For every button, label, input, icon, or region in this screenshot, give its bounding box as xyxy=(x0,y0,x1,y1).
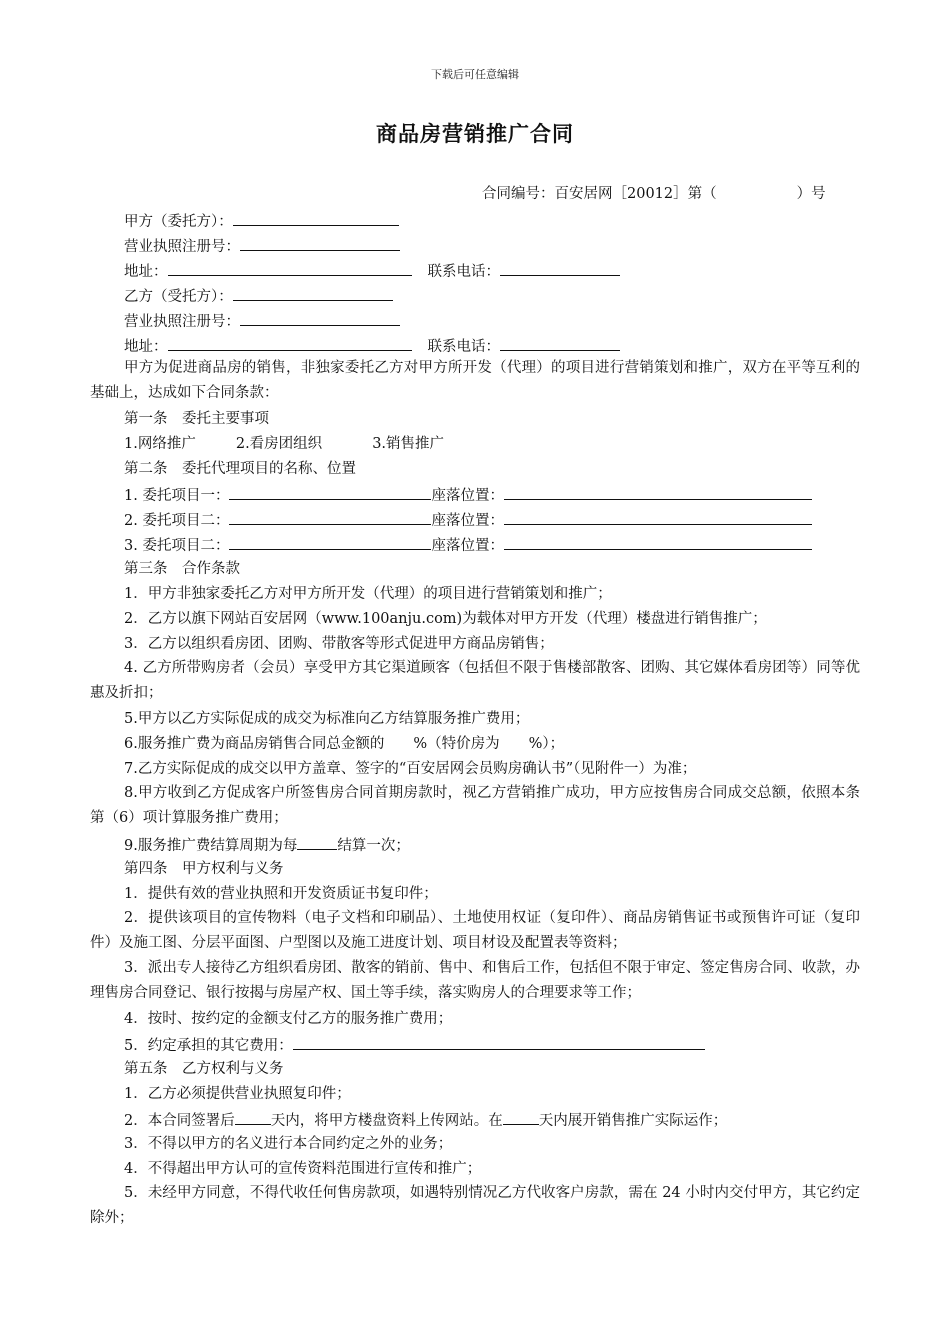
project-location-blank[interactable] xyxy=(504,484,812,500)
article3-clause-5: 5.甲方以乙方实际促成的成交为标准向乙方结算服务推广费用； xyxy=(124,711,530,727)
party-a-phone-blank[interactable] xyxy=(500,260,620,276)
project-location-blank[interactable] xyxy=(504,534,812,550)
document-title: 商品房营销推广合同 xyxy=(376,121,574,146)
party-a-blank[interactable] xyxy=(233,210,399,226)
article3-clause-4: 4. 乙方所带购房者（会员）享受甲方其它渠道顾客（包括但不限于售楼部散客、团购、其它媒体看房团等）同等优惠及折扣； xyxy=(90,660,860,701)
party-b-blank[interactable] xyxy=(233,285,393,301)
article3-heading: 第三条 合作条款 xyxy=(124,561,240,577)
clause2-text-a: 2．本合同签署后 xyxy=(124,1113,235,1129)
clause9-text-end: 结算一次； xyxy=(337,838,410,854)
project-row xyxy=(124,509,812,531)
article3-clause-9 xyxy=(124,834,410,856)
party-b-label: 乙方（受托方）： xyxy=(124,289,233,305)
project-name-blank[interactable] xyxy=(229,509,431,525)
contract-number-suffix: ）号 xyxy=(796,186,826,202)
party-b-license-row xyxy=(124,310,400,332)
article3-clause-3: 3．乙方以组织看房团、团购、带散客等形式促进甲方商品房销售； xyxy=(124,636,554,652)
party-b-license-label: 营业执照注册号： xyxy=(124,314,240,330)
article3-clause-8: 8.甲方收到乙方促成客户所签售房合同首期房款时，视乙方营销推广成功，甲方应按售房合同成交总额，依照本条第（6）项计算服务推广费用； xyxy=(90,785,860,826)
project-name-blank[interactable] xyxy=(229,484,431,500)
article5-clause-2 xyxy=(124,1109,727,1131)
article2-heading: 第二条 委托代理项目的名称、位置 xyxy=(124,461,356,477)
party-b-address-blank[interactable] xyxy=(168,335,412,351)
project-label: 3. 委托项目二： xyxy=(124,538,230,554)
article1-item-2: 2.看房团组织 xyxy=(235,436,323,452)
project-name-blank[interactable] xyxy=(229,534,431,550)
party-a-license-row xyxy=(124,235,400,257)
article5-clause-4: 4．不得超出甲方认可的宣传资料范围进行宣传和推广； xyxy=(124,1161,482,1177)
party-b-address-label: 地址： xyxy=(124,339,168,355)
article3-clause-2: 2．乙方以旗下网站百安居网（www.100anju.com)为载体对甲方开发（代理）楼盘进行销售推广； xyxy=(124,611,767,627)
party-a-phone-label: 联系电话： xyxy=(427,264,500,280)
article4-clause-2: 2．提供该项目的宣传物料（电子文档和印刷品）、土地使用权证（复印件）、商品房销售证书或预售许可证（复印件）及施工图、分层平面图、户型图以及施工进度计划、项目材设及配置表等资料； xyxy=(90,910,860,951)
article3-clause-7: 7.乙方实际促成的成交以甲方盖章、签字的“百安居网会员购房确认书”（见附件一）为准； xyxy=(124,761,697,777)
project-label: 2. 委托项目二： xyxy=(124,513,230,529)
party-b-phone-label: 联系电话： xyxy=(427,339,500,355)
article4-clause-1: 1．提供有效的营业执照和开发资质证书复印件； xyxy=(124,886,438,902)
project-location-label: 座落位置： xyxy=(431,538,504,554)
article4-heading: 第四条 甲方权利与义务 xyxy=(124,861,284,877)
start-days-blank[interactable] xyxy=(503,1109,539,1125)
article4-clause-4: 4．按时、按约定的金额支付乙方的服务推广费用； xyxy=(124,1011,453,1027)
project-location-label: 座落位置： xyxy=(431,488,504,504)
party-a-label: 甲方（委托方）： xyxy=(124,214,233,230)
article1-heading: 第一条 委托主要事项 xyxy=(124,411,269,427)
article4-clause-3: 3．派出专人接待乙方组织看房团、散客的销前、售中、和售后工作，包括但不限于审定、签定售房合同、收款，办理售房合同登记、银行按揭与房屋产权、国土等手续，落实购房人的合理要求等工作； xyxy=(90,960,860,1001)
other-fees-label: 5．约定承担的其它费用： xyxy=(124,1038,293,1054)
clause2-text-c: 天内展开销售推广实际运作； xyxy=(538,1113,728,1129)
contract-number-prefix: 合同编号：百安居网［20012］第（ xyxy=(482,186,717,202)
party-a-row xyxy=(124,210,399,232)
contract-number xyxy=(482,184,826,204)
project-row xyxy=(124,534,812,556)
party-a-license-label: 营业执照注册号： xyxy=(124,239,240,255)
party-a-address-label: 地址： xyxy=(124,264,168,280)
article1-item-1: 1.网络推广 xyxy=(124,436,196,452)
party-a-license-blank[interactable] xyxy=(240,235,400,251)
other-fees-blank[interactable] xyxy=(293,1034,705,1050)
party-b-address-row xyxy=(124,335,620,357)
article1-item-3: 3.销售推广 xyxy=(372,436,445,452)
project-location-label: 座落位置： xyxy=(431,513,504,529)
intro-paragraph: 甲方为促进商品房的销售，非独家委托乙方对甲方所开发（代理）的项目进行营销策划和推广，双方在平等互利的基础上，达成如下合同条款： xyxy=(90,360,860,401)
article1-items xyxy=(124,434,444,454)
project-label: 1. 委托项目一： xyxy=(124,488,230,504)
article5-clause-1: 1．乙方必须提供营业执照复印件； xyxy=(124,1086,351,1102)
clause9-text-start: 9.服务推广费结算周期为每 xyxy=(124,838,298,854)
article5-clause-5: 5．未经甲方同意，不得代收任何售房款项，如遇特别情况乙方代收客户房款，需在 24 小时内交付甲方，其它约定除外； xyxy=(90,1185,860,1226)
party-a-address-blank[interactable] xyxy=(168,260,412,276)
article5-clause-3: 3．不得以甲方的名义进行本合同约定之外的业务； xyxy=(124,1136,453,1152)
header-note: 下载后可任意编辑 xyxy=(431,68,519,81)
article3-clause-6: 6.服务推广费为商品房销售合同总金额的 %（特价房为 %）； xyxy=(124,736,565,752)
article3-clause-1: 1．甲方非独家委托乙方对甲方所开发（代理）的项目进行营销策划和推广； xyxy=(124,586,612,602)
project-location-blank[interactable] xyxy=(504,509,812,525)
party-a-address-row xyxy=(124,260,620,282)
article4-clause-5 xyxy=(124,1034,705,1056)
clause2-text-b: 天内，将甲方楼盘资料上传网站。在 xyxy=(270,1113,503,1129)
project-row xyxy=(124,484,812,506)
upload-days-blank[interactable] xyxy=(235,1109,271,1125)
party-b-license-blank[interactable] xyxy=(240,310,400,326)
party-b-phone-blank[interactable] xyxy=(500,335,620,351)
article5-heading: 第五条 乙方权利与义务 xyxy=(124,1061,284,1077)
settlement-period-blank[interactable] xyxy=(297,834,337,850)
party-b-row xyxy=(124,285,393,307)
